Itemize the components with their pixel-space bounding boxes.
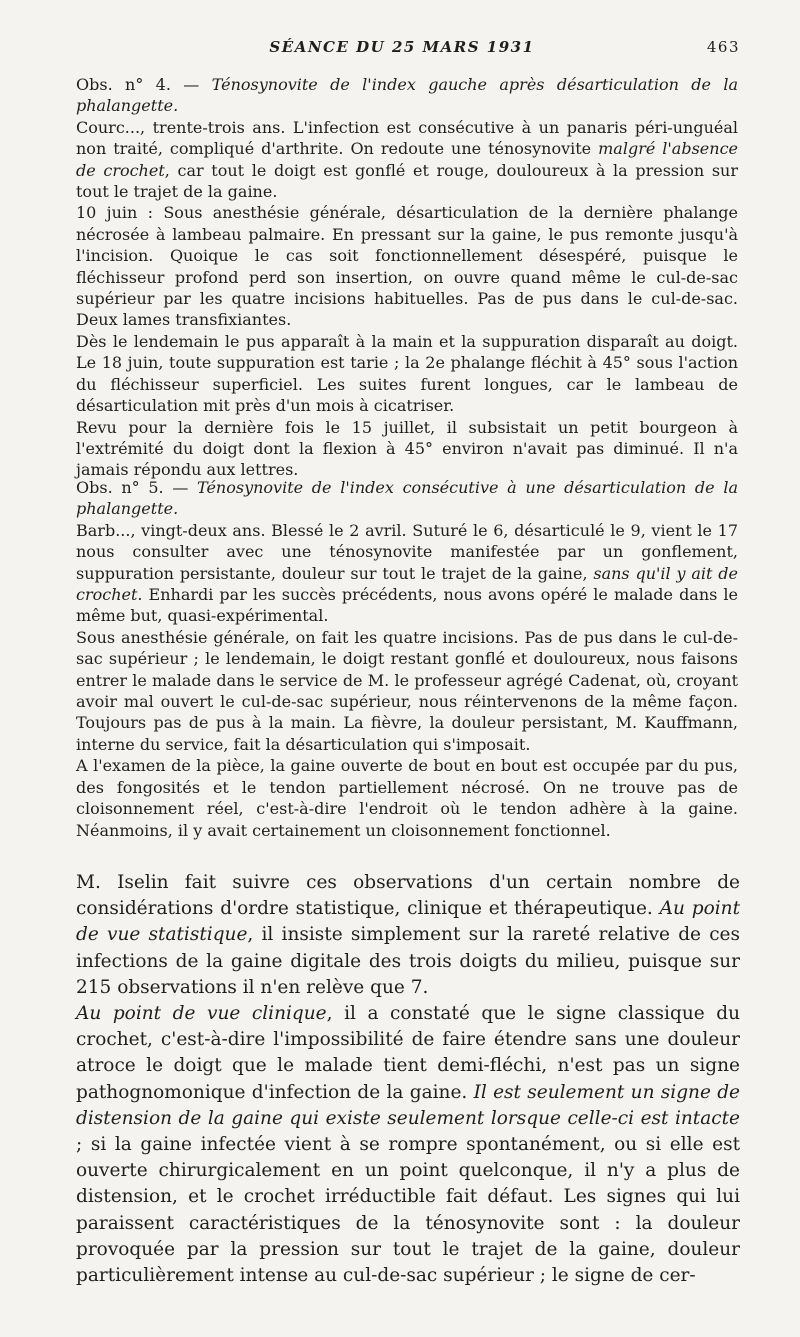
observation-5-paragraph-3: A l'examen de la pièce, la gaine ouverte de bout en bout est occupée par du pus, des fongosités et le tendon partiellement nécrosé. On ne trouve pas de cloisonnement réel, c'est-à-dire l'endroit où le tendon adhère à la gaine. Néanmoins, il y avait certainement un cloisonnement fonctionnel.: [76, 756, 738, 840]
obs4-p1-text: Courc..., trente-trois ans. L'infection est consécutive à un panaris péri-unguéal non traité, compliqué d'arthrite. On redoute une ténosynovite: [76, 117, 738, 159]
discussion-p1-end: , il insiste simplement sur la rareté relative de ces infections de la gaine digitale des trois doigts du milieu, puisque sur 215 observations il n'en relève que 7.: [76, 924, 740, 998]
discussion-text: [76, 870, 740, 1289]
observation-4-paragraph-2: 10 juin : Sous anesthésie générale, désarticulation de la dernière phalange nécrosée à lambeau palmaire. En pressant sur la gaine, le pus remonte jusqu'à l'incision. Quoique le cas soit fonctionnellement désespéré, puisque le fléchisseur profond perd son insertion, on ouvre quand même le cul-de-sac supérieur par les quatre incisions habituelles. Pas de pus dans le cul-de-sac. Deux lames transfixiantes.: [76, 203, 738, 330]
observation-5-heading: [76, 477, 738, 520]
observation-4-title: Ténosynovite de l'index gauche après désarticulation de la phalangette.: [76, 75, 739, 116]
observation-4: [76, 74, 738, 481]
observation-4-label: Obs. n° 4. —: [76, 75, 212, 94]
observation-5-label: Obs. n° 5. —: [76, 478, 198, 497]
running-header: [62, 38, 742, 62]
observation-4-paragraph-1: [76, 117, 738, 203]
observation-4-heading: [76, 74, 738, 117]
obs5-p1-end: . Enhardi par les succès précédents, nous avons opéré le malade dans le même but, quasi-expérimental.: [76, 585, 738, 626]
running-title: SÉANCE DU 25 MARS 1931: [269, 38, 535, 56]
obs5-p1-italic: sans qu'il y ait de crochet: [76, 563, 739, 605]
observation-4-paragraph-3: Dès le lendemain le pus apparaît à la main et la suppuration disparaît au doigt. Le 18 juin, toute suppuration est tarie ; la 2e phalange fléchit à 45° sous l'action du fléchisseur superficiel. Les suites furent longues, car le lambeau de désarticulation mit près d'un mois à cicatriser.: [76, 331, 738, 416]
discussion-paragraph-2: [76, 1001, 740, 1289]
observation-4-paragraph-4: Revu pour la dernière fois le 15 juillet, il subsistait un petit bourgeon à l'extrémité du doigt dont la flexion à 45° environ n'avait pas diminué. Il n'a jamais répondu aux lettres.: [76, 417, 738, 480]
discussion-p2-end: ; si la gaine infectée vient à se rompre spontanément, ou si elle est ouverte chirurgicalement en un point quelconque, il n'y a plus de distension, et le crochet irréductible fait défaut. Les signes qui lui paraissent caractéristiques de la ténosynovite sont : la douleur provoquée par la pression sur tout le trajet de la gaine, douleur particulièrement intense au cul-de-sac supérieur ; le signe de cer-: [76, 1134, 740, 1287]
observation-5-title: Ténosynovite de l'index consécutive à une désarticulation de la phalangette.: [76, 478, 738, 519]
discussion-p1-italic: Au point de vue statistique: [76, 898, 741, 946]
page-number: 463: [706, 38, 740, 56]
obs4-p1-italic: malgré l'absence de crochet: [76, 139, 738, 180]
discussion-p2-italic: Au point de vue clinique: [76, 1003, 327, 1025]
obs5-p1-text: Barb..., vingt-deux ans. Blessé le 2 avril. Suturé le 6, désarticulé le 9, vient le 17 nous consulter avec une ténosynovite manifestée par un gonflement, suppuration persistante, douleur sur tout le trajet de la gaine,: [76, 520, 738, 583]
discussion-p2-mid: , il a constaté que le signe classique du crochet, c'est-à-dire l'impossibilité de faire étendre sans une douleur atroce le doigt que le malade tient demi-fléchi, n'est pas un signe pathognomonique d'infection de la gaine.: [76, 1003, 740, 1103]
discussion-paragraph-1: [76, 870, 740, 1001]
discussion-p1-text: M. Iselin fait suivre ces observations d'un certain nombre de considérations d'ordre statistique, clinique et thérapeutique.: [76, 872, 740, 920]
discussion-p2-italic-2: Il est seulement un signe de distension de la gaine qui existe seulement lorsque celle-ci est intacte: [76, 1081, 740, 1129]
observation-5: [76, 477, 738, 841]
observation-5-paragraph-1: [76, 520, 738, 627]
observation-5-paragraph-2: Sous anesthésie générale, on fait les quatre incisions. Pas de pus dans le cul-de-sac supérieur ; le lendemain, le doigt restant gonflé et douloureux, nous faisons entrer le malade dans le service de M. le professeur agrégé Cadenat, où, croyant avoir mal ouvert le cul-de-sac supérieur, nous réintervenons de la même façon. Toujours pas de pus à la main. La fièvre, la douleur persistant, M. Kauffmann, interne du service, fait la désarticulation qui s'imposait.: [76, 627, 738, 754]
obs4-p1-end: , car tout le doigt est gonflé et rouge, douloureux à la pression sur tout le trajet de la gaine.: [76, 160, 739, 202]
